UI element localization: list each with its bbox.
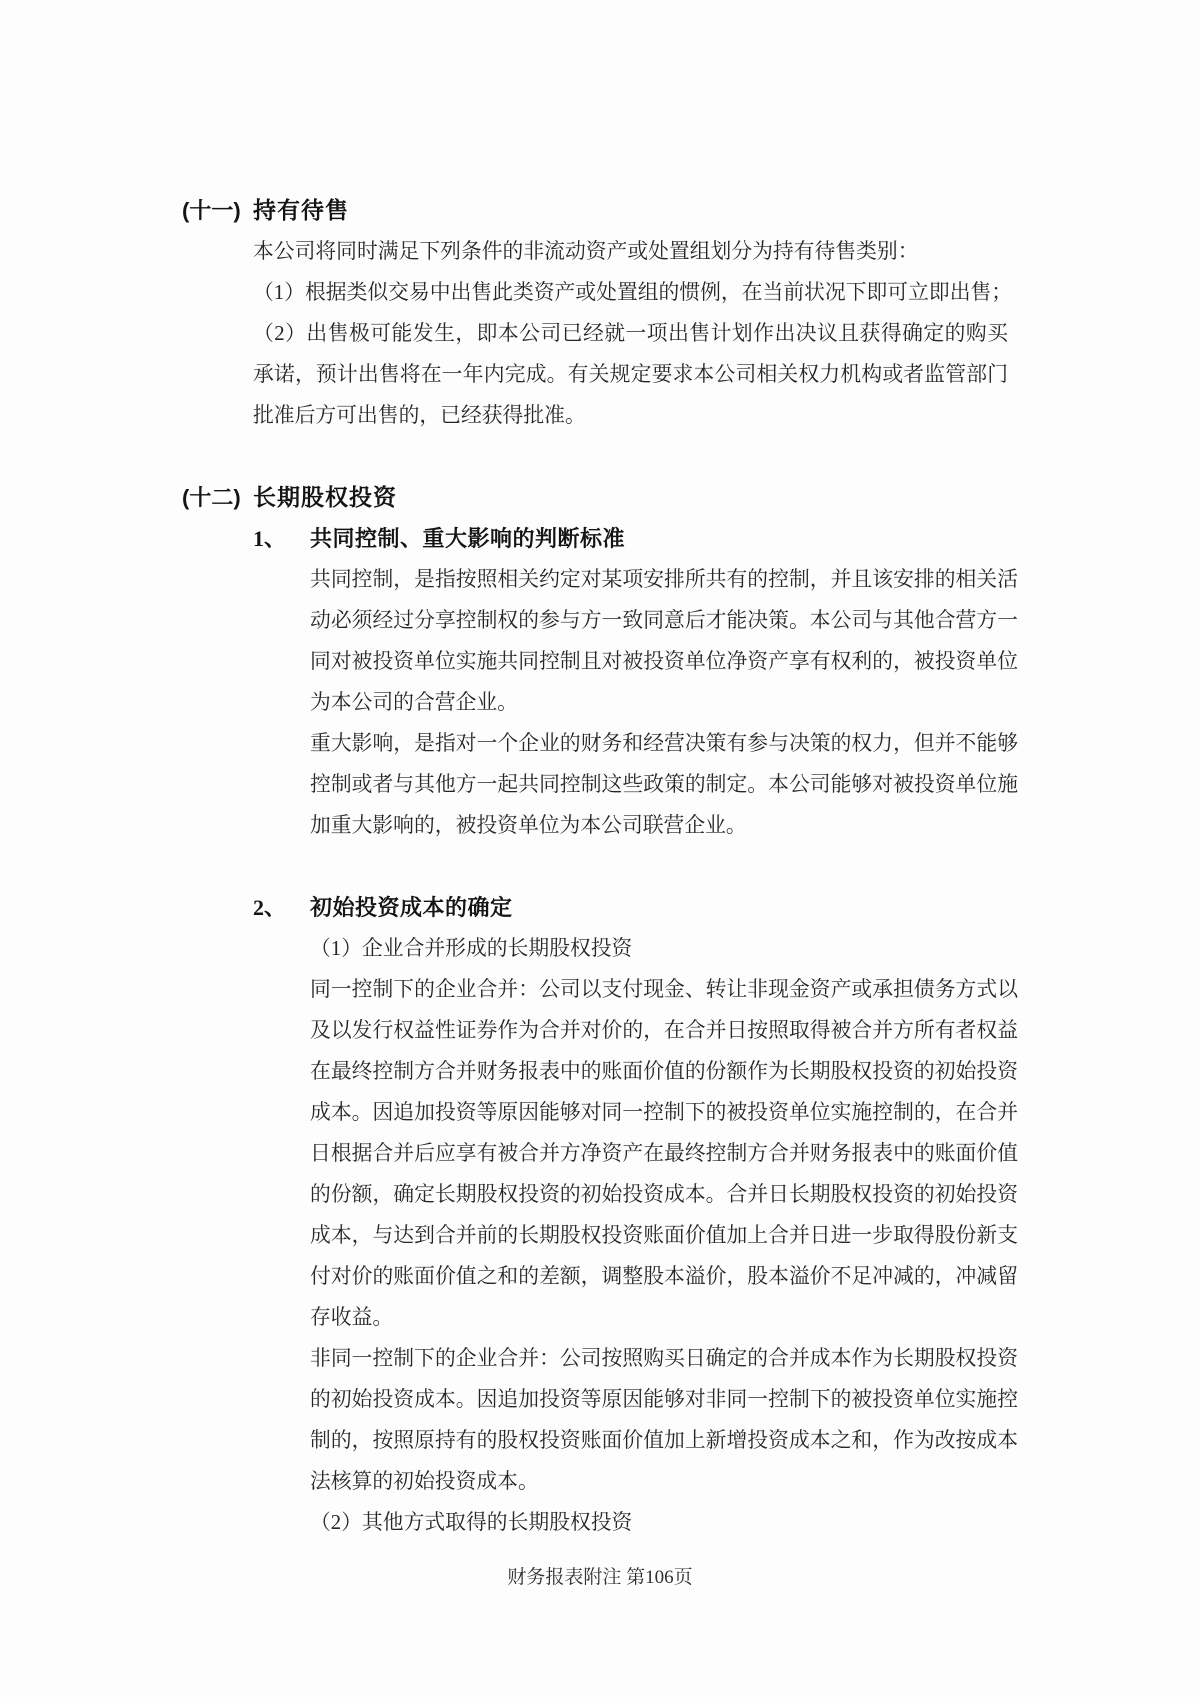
subsection-number: 2、 (253, 895, 287, 920)
subsection-title: 初始投资成本的确定 (310, 895, 513, 920)
paragraph: （1）根据类似交易中出售此类资产或处置组的惯例，在当前状况下即可立即出售； (253, 281, 1013, 304)
subsection-body (310, 559, 1018, 846)
section-held-for-sale (182, 190, 1018, 436)
subsection-body (310, 928, 1018, 1543)
paragraph: 重大影响，是指对一个企业的财务和经营决策有参与决策的权力，但并不能够控制或者与其他方一起共同控制这些政策的制定。本公司能够对被投资单位施加重大影响的，被投资单位为本公司联营企业。 (310, 732, 1018, 837)
paragraph: （1）企业合并形成的长期股权投资 (310, 937, 633, 960)
subsection-judgment-criteria (253, 518, 1018, 846)
section-heading (182, 190, 1018, 231)
section-number: (十二) (182, 485, 241, 510)
section-long-term-equity-investment (182, 477, 1018, 1543)
footer-text: 财务报表附注 第106页 (507, 1567, 693, 1588)
section-body (253, 231, 1013, 436)
page-content (182, 190, 1018, 1543)
section-title: 持有待售 (253, 197, 349, 223)
paragraph: 共同控制，是指按照相关约定对某项安排所共有的控制，并且该安排的相关活动必须经过分享控制权的参与方一致同意后才能决策。本公司与其他合营方一同对被投资单位实施共同控制且对被投资单位净资产享有权利的，被投资单位为本公司的合营企业。 (310, 568, 1018, 714)
paragraph: 同一控制下的企业合并：公司以支付现金、转让非现金资产或承担债务方式以及以发行权益性证券作为合并对价的，在合并日按照取得被合并方所有者权益在最终控制方合并财务报表中的账面价值的份额作为长期股权投资的初始投资成本。因追加投资等原因能够对同一控制下的被投资单位实施控制的，在合并日根据合并后应享有被合并方净资产在最终控制方合并财务报表中的账面价值的份额，确定长期股权投资的初始投资成本。合并日长期股权投资的初始投资成本，与达到合并前的长期股权投资账面价值加上合并日进一步取得股份新支付对价的账面价值之和的差额，调整股本溢价，股本溢价不足冲减的，冲减留存收益。 (310, 978, 1018, 1329)
paragraph: （2）出售极可能发生，即本公司已经就一项出售计划作出决议且获得确定的购买承诺，预计出售将在一年内完成。有关规定要求本公司相关权力机构或者监管部门批准后方可出售的，已经获得批准。 (253, 322, 1008, 427)
page-footer (0, 1563, 1200, 1593)
subsection-heading (253, 518, 1018, 559)
section-number: (十一) (182, 198, 241, 223)
paragraph: 非同一控制下的企业合并：公司按照购买日确定的合并成本作为长期股权投资的初始投资成本。因追加投资等原因能够对非同一控制下的被投资单位实施控制的，按照原持有的股权投资账面价值加上新增投资成本之和，作为改按成本法核算的初始投资成本。 (310, 1347, 1018, 1493)
subsection-title: 共同控制、重大影响的判断标准 (310, 526, 626, 551)
subsection-heading (253, 887, 1018, 928)
subsection-number: 1、 (253, 526, 287, 551)
section-heading (182, 477, 1018, 518)
subsection-initial-investment-cost (253, 887, 1018, 1543)
paragraph: （2）其他方式取得的长期股权投资 (310, 1511, 633, 1534)
paragraph: 本公司将同时满足下列条件的非流动资产或处置组划分为持有待售类别： (253, 240, 919, 263)
section-title: 长期股权投资 (253, 484, 397, 510)
